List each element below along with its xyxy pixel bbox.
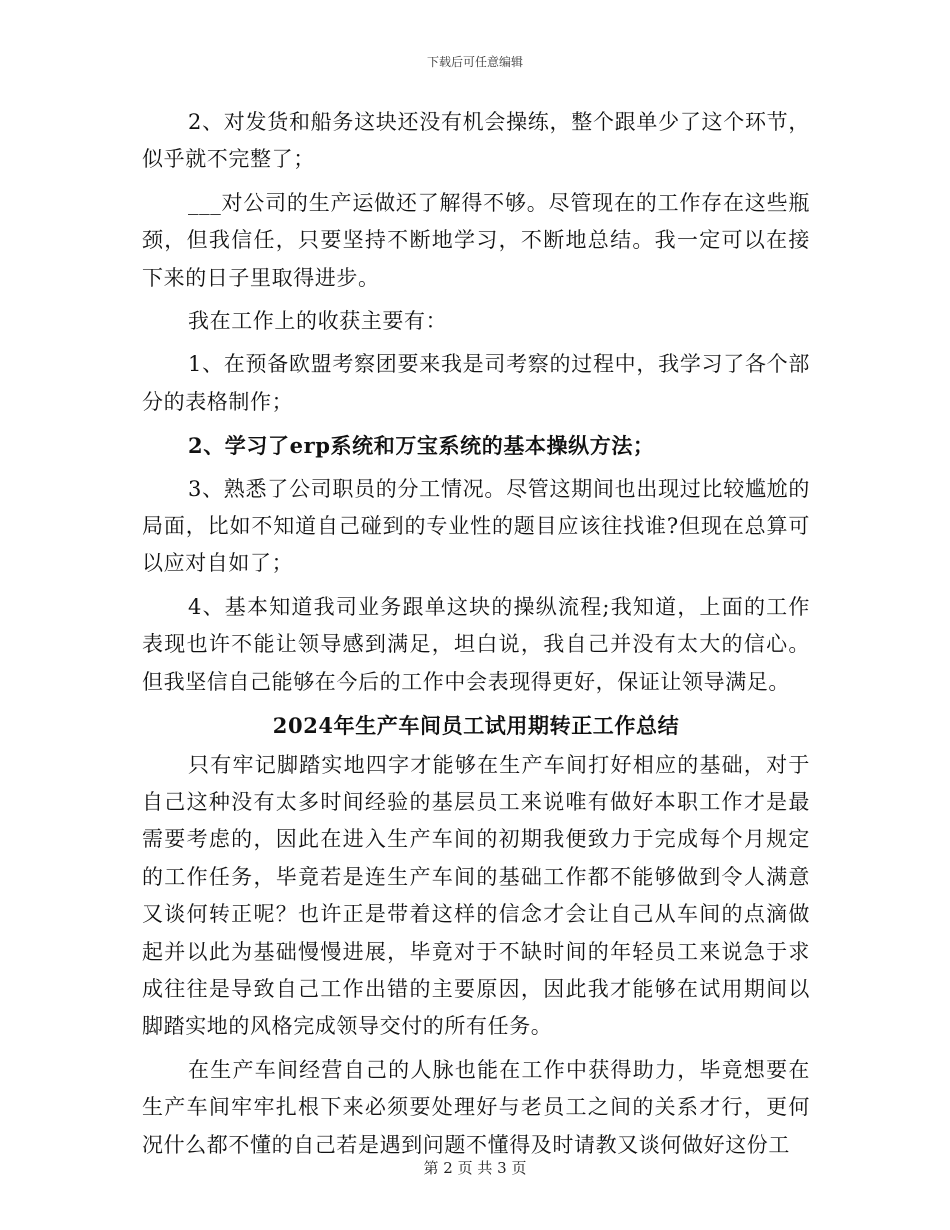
paragraph-gains-intro: 我在工作上的收获主要有： [188, 309, 448, 334]
paragraph-foundation: 只有牢记脚踏实地四字才能够在生产车间打好相应的基础，对于自己这种没有太多时间经验的基层员工来说唯有做好本职工作才是最需要考虑的，因此在进入生产车间的初期我便致力于完成每个月规定的工作任务，毕竟若是连生产车间的基础工作都不能够做到令人满意又谈何转正呢？也许正是带着这样的信念才会让自己从车间的点滴做起并以此为基础慢慢进展，毕竟对于不缺时间的年轻员工来说急于求成往往是导致自己工作出错的主要原因，因此我才能够在试用期间以脚踏实地的风格完成领导交付的所有任务。 [142, 752, 810, 1039]
page-header: 下载后可任意编辑 [426, 55, 523, 69]
paragraph-gain-2: 2、学习了erp系统和万宝系统的基本操纵方法； [188, 433, 655, 459]
paragraph-gain-1: 1、在预备欧盟考察团要来我是司考察的过程中，我学习了各个部分的表格制作； [142, 352, 810, 414]
paragraph-relationships: 在生产车间经营自己的人脉也能在工作中获得助力，毕竟想要在生产车间牢牢扎根下来必须要处理好与老员工之间的关系才行，更何况什么都不懂的自己若是遇到问题不懂得及时请教又谈何做好这份工 [142, 1057, 810, 1157]
paragraph-gain-4: 4、基本知道我司业务跟单这块的操纵流程;我知道，上面的工作表现也许不能让领导感到满足，坦白说，我自己并没有太大的信心。但我坚信自己能够在今后的工作中会表现得更好，保证让领导满足。 [142, 594, 810, 694]
paragraph-shipping: 2、对发货和船务这块还没有机会操练，整个跟单少了这个环节，似乎就不完整了； [142, 110, 810, 172]
paragraph-gain-3: 3、熟悉了公司职员的分工情况。尽管这期间也出现过比较尴尬的局面，比如不知道自己碰到的专业性的题目应该往找谁?但现在总算可以应对自如了； [142, 476, 810, 576]
paragraph-operations: ___对公司的生产运做还了解得不够。尽管现在的工作存在这些瓶颈，但我信任，只要坚持不断地学习，不断地总结。我一定可以在接下来的日子里取得进步。 [142, 190, 810, 290]
section-title: 2024年生产车间员工试用期转正工作总结 [272, 713, 680, 739]
document-body [142, 104, 810, 1164]
page-footer: 第 2 页 共 3 页 [423, 1159, 527, 1177]
